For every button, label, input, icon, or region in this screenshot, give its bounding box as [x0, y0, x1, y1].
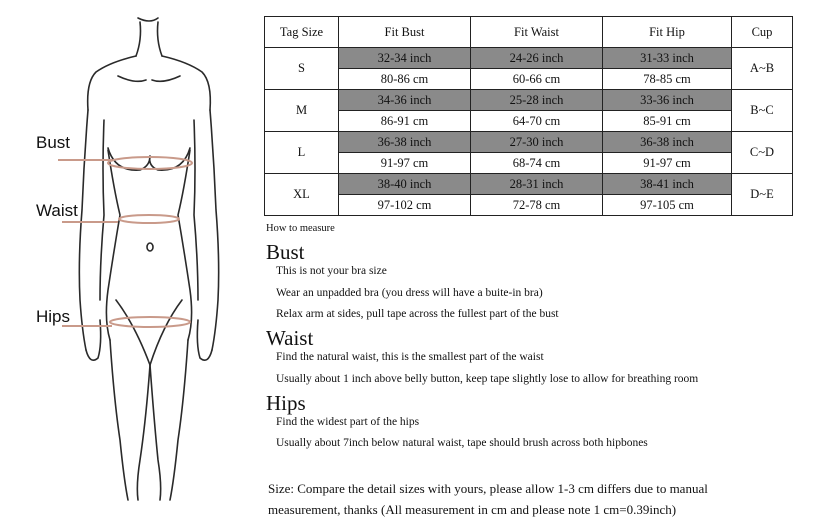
waist-instruction: Find the natural waist, this is the smallest part of the waist: [276, 351, 544, 363]
body-outline-illustration: [0, 0, 262, 532]
table-row: [265, 90, 793, 111]
waist-cm-cell: 60-66 cm: [471, 69, 603, 90]
bust-cm-cell: 86-91 cm: [339, 111, 471, 132]
waist-inch-cell: 25-28 inch: [471, 90, 603, 111]
size-cell: M: [265, 90, 339, 132]
waist-section-title: Waist: [266, 326, 314, 350]
hip-inch-cell: 38-41 inch: [603, 174, 732, 195]
waist-inch-cell: 27-30 inch: [471, 132, 603, 153]
table-header-row: [265, 17, 793, 48]
hip-cm-cell: 85-91 cm: [603, 111, 732, 132]
bust-inch-cell: 38-40 inch: [339, 174, 471, 195]
hip-cm-cell: 91-97 cm: [603, 153, 732, 174]
hip-inch-cell: 33-36 inch: [603, 90, 732, 111]
size-note-line: Size: Compare the detail sizes with yours, please allow 1-3 cm differs due to manual: [268, 481, 708, 496]
waist-inch-cell: 28-31 inch: [471, 174, 603, 195]
table-row: [265, 111, 793, 132]
body-measurement-figure: [0, 0, 262, 532]
waist-cm-cell: 72-78 cm: [471, 195, 603, 216]
table-row: [265, 174, 793, 195]
hips-instruction: Usually about 7inch below natural waist, tape should brush across both hipbones: [276, 437, 648, 449]
hips-label: Hips: [36, 307, 71, 326]
header-fit-waist: Fit Waist: [471, 17, 603, 48]
hip-inch-cell: 36-38 inch: [603, 132, 732, 153]
table-row: [265, 48, 793, 69]
waist-inch-cell: 24-26 inch: [471, 48, 603, 69]
size-chart-table: [264, 16, 793, 216]
cup-cell: A~B: [732, 48, 793, 90]
bust-section-title: Bust: [266, 240, 305, 264]
bust-instruction: Relax arm at sides, pull tape across the fullest part of the bust: [276, 308, 559, 320]
size-cell: XL: [265, 174, 339, 216]
how-to-measure-heading: How to measure: [266, 223, 335, 234]
table-row: [265, 195, 793, 216]
cup-cell: B~C: [732, 90, 793, 132]
bust-cm-cell: 80-86 cm: [339, 69, 471, 90]
cup-cell: D~E: [732, 174, 793, 216]
bust-cm-cell: 91-97 cm: [339, 153, 471, 174]
bust-instruction: Wear an unpadded bra (you dress will have a buite-in bra): [276, 287, 543, 299]
header-tag-size: Tag Size: [265, 17, 339, 48]
size-cell: L: [265, 132, 339, 174]
waist-cm-cell: 64-70 cm: [471, 111, 603, 132]
bust-inch-cell: 32-34 inch: [339, 48, 471, 69]
hip-cm-cell: 78-85 cm: [603, 69, 732, 90]
waist-instruction: Usually about 1 inch above belly button, keep tape slightly lose to allow for breathing room: [276, 373, 699, 385]
table-row: [265, 132, 793, 153]
header-fit-bust: Fit Bust: [339, 17, 471, 48]
waist-label: Waist: [36, 201, 78, 220]
bust-inch-cell: 36-38 inch: [339, 132, 471, 153]
bust-label: Bust: [36, 133, 71, 152]
bust-inch-cell: 34-36 inch: [339, 90, 471, 111]
table-row: [265, 153, 793, 174]
hip-cm-cell: 97-105 cm: [603, 195, 732, 216]
hips-section-title: Hips: [266, 391, 306, 415]
header-cup: Cup: [732, 17, 793, 48]
header-fit-hip: Fit Hip: [603, 17, 732, 48]
size-note-line: measurement, thanks (All measurement in cm and please note 1 cm=0.39inch): [268, 502, 677, 517]
cup-cell: C~D: [732, 132, 793, 174]
size-note: [268, 478, 808, 520]
table-row: [265, 69, 793, 90]
waist-cm-cell: 68-74 cm: [471, 153, 603, 174]
bust-cm-cell: 97-102 cm: [339, 195, 471, 216]
hip-inch-cell: 31-33 inch: [603, 48, 732, 69]
bust-instruction: This is not your bra size: [276, 265, 387, 277]
hips-instruction: Find the widest part of the hips: [276, 416, 420, 428]
size-cell: S: [265, 48, 339, 90]
